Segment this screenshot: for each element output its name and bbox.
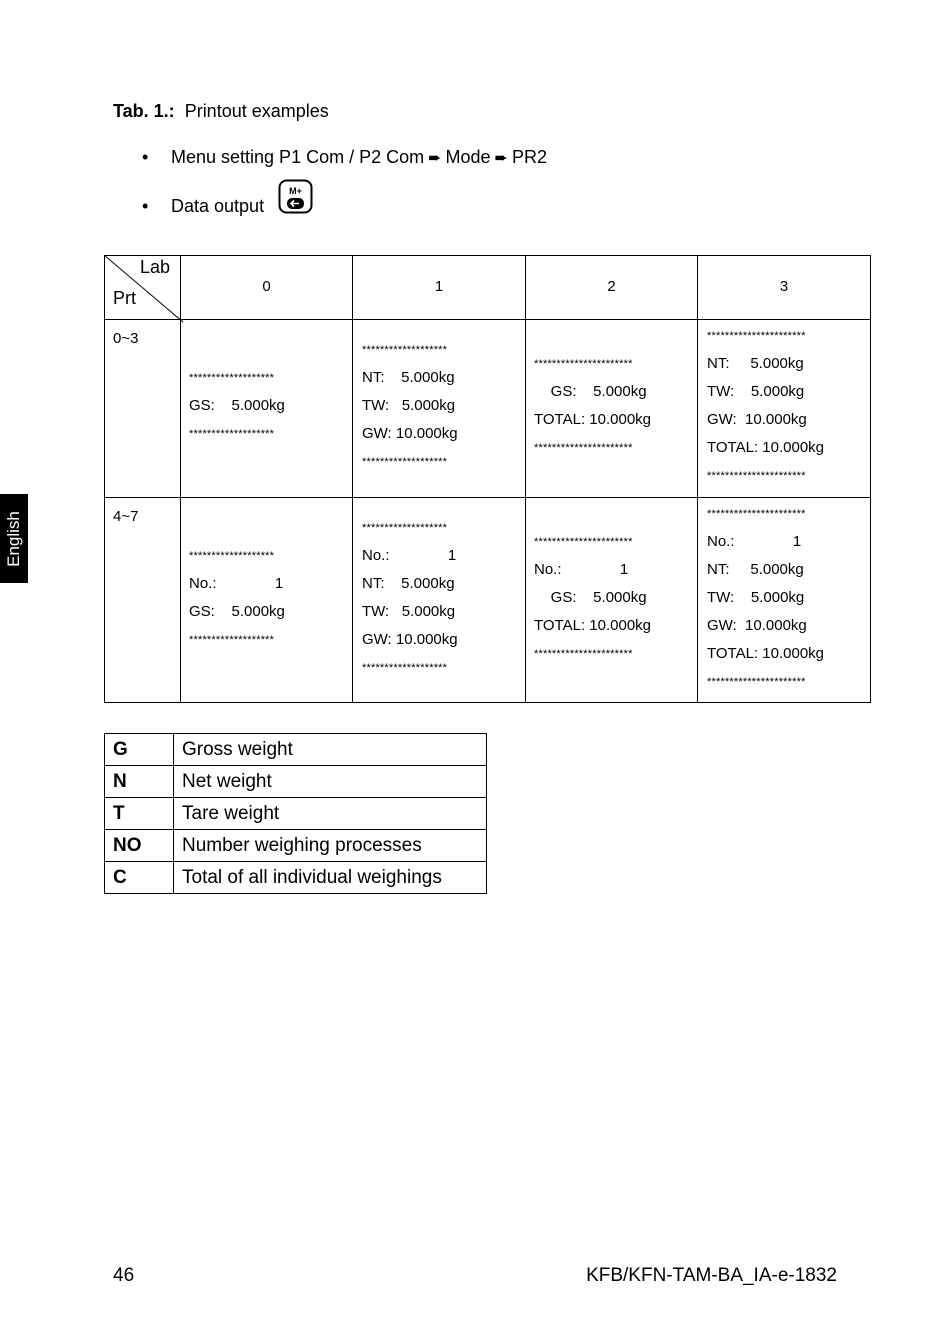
printout-line: NT: 5.000kg <box>707 355 804 372</box>
menu-setting-path: Menu setting P1 Com / P2 Com <box>171 147 425 167</box>
printout-line: TW: 5.000kg <box>707 589 805 606</box>
legend-row <box>105 862 487 894</box>
caption-text: Printout examples <box>184 101 329 121</box>
menu-setting-value: PR2 <box>511 147 547 167</box>
printout-line: GW: 10.000kg <box>707 411 807 428</box>
printout-table <box>104 255 871 703</box>
legend-key: C <box>105 862 174 894</box>
bullet-data-output <box>142 196 264 217</box>
printout-line: No.: 1 <box>362 547 457 564</box>
printout-line: ******************* <box>189 372 275 384</box>
legend-row <box>105 766 487 798</box>
document-id: KFB/KFN-TAM-BA_IA-e-1832 <box>586 1265 837 1286</box>
printout-line: GW: 10.000kg <box>362 631 458 648</box>
menu-setting-mode: Mode <box>445 147 491 167</box>
printout-line: NT: 5.000kg <box>362 575 455 592</box>
printout-line: ********************** <box>534 648 633 660</box>
printout-line: ******************* <box>189 428 275 440</box>
printout-line: GW: 10.000kg <box>362 425 458 442</box>
table-border-top <box>104 255 871 256</box>
data-output-text: Data output <box>171 196 265 216</box>
table-col-divider <box>525 255 526 703</box>
printout-line: NT: 5.000kg <box>362 369 455 386</box>
bullet-dot: • <box>142 147 149 167</box>
printout-line: TOTAL: 10.000kg <box>707 439 825 456</box>
legend-value: Tare weight <box>174 798 487 830</box>
printout-line: GS: 5.000kg <box>189 397 285 414</box>
printout-cell-r0-c1 <box>362 336 458 476</box>
printout-line: ********************** <box>534 536 633 548</box>
language-label: English <box>4 510 23 567</box>
row-label-4-7: 4~7 <box>113 508 139 525</box>
svg-text:M+: M+ <box>289 186 302 196</box>
legend-key: G <box>105 734 174 766</box>
table-border-right <box>870 255 871 703</box>
printout-line: GS: 5.000kg <box>189 603 285 620</box>
printout-line: ******************* <box>189 634 275 646</box>
arrow-right-icon: ➨ <box>428 150 442 167</box>
printout-line: GS: 5.000kg <box>534 383 647 400</box>
printout-line: ******************* <box>362 344 448 356</box>
legend-value: Net weight <box>174 766 487 798</box>
row-label-0-3: 0~3 <box>113 330 139 347</box>
printout-line: TOTAL: 10.000kg <box>534 411 652 428</box>
printout-line: NT: 5.000kg <box>707 561 804 578</box>
corner-lab-label: Lab <box>140 257 171 277</box>
arrow-right-icon: ➨ <box>494 150 508 167</box>
header-lab-2: 2 <box>607 278 616 295</box>
page-number: 46 <box>113 1265 135 1286</box>
printout-cell-r1-c0 <box>189 542 285 654</box>
printout-line: ********************** <box>534 442 633 454</box>
m-plus-key-icon <box>278 179 313 214</box>
abbreviation-legend-table <box>104 733 487 894</box>
bullet-dot: • <box>142 196 149 216</box>
printout-line: TW: 5.000kg <box>362 397 456 414</box>
table-col-divider <box>352 255 353 703</box>
printout-line: No.: 1 <box>534 561 629 578</box>
header-lab-0: 0 <box>262 278 271 295</box>
printout-line: ******************* <box>189 550 275 562</box>
printout-line: TOTAL: 10.000kg <box>534 617 652 634</box>
printout-cell-r1-c1 <box>362 514 458 682</box>
legend-row <box>105 798 487 830</box>
printout-line: No.: 1 <box>707 533 802 550</box>
printout-line: ********************** <box>707 676 806 688</box>
printout-cell-r0-c2 <box>534 350 651 462</box>
language-side-tab <box>0 494 28 583</box>
printout-line: No.: 1 <box>189 575 284 592</box>
printout-line: ********************** <box>707 470 806 482</box>
table-row-divider <box>104 497 871 498</box>
header-lab-1: 1 <box>434 278 444 295</box>
printout-cell-r0-c0 <box>189 364 285 448</box>
printout-line: ******************* <box>362 456 448 468</box>
printout-line: TW: 5.000kg <box>707 383 805 400</box>
legend-value: Gross weight <box>174 734 487 766</box>
legend-key: N <box>105 766 174 798</box>
printout-line: ******************* <box>362 522 448 534</box>
printout-line: TOTAL: 10.000kg <box>707 645 825 662</box>
table-header-divider <box>104 319 871 320</box>
printout-line: GS: 5.000kg <box>534 589 647 606</box>
printout-line: ********************** <box>707 508 806 520</box>
table-border-bottom <box>104 702 871 703</box>
printout-cell-r1-c3 <box>707 500 824 696</box>
legend-key: NO <box>105 830 174 862</box>
legend-value: Number weighing processes <box>174 830 487 862</box>
corner-prt-label: Prt <box>113 288 137 308</box>
legend-row <box>105 734 487 766</box>
caption-label: Tab. 1.: <box>113 101 175 121</box>
legend-row <box>105 830 487 862</box>
printout-line: GW: 10.000kg <box>707 617 807 634</box>
table-col-divider <box>697 255 698 703</box>
printout-line: ******************* <box>362 662 448 674</box>
printout-line: ********************** <box>534 358 633 370</box>
printout-line: TW: 5.000kg <box>362 603 456 620</box>
bullet-menu-setting <box>142 147 547 168</box>
table-caption <box>113 101 329 122</box>
legend-value: Total of all individual weighings <box>174 862 487 894</box>
printout-line: ********************** <box>707 330 806 342</box>
header-lab-3: 3 <box>779 278 789 295</box>
printout-cell-r0-c3 <box>707 322 824 490</box>
printout-cell-r1-c2 <box>534 528 651 668</box>
legend-key: T <box>105 798 174 830</box>
